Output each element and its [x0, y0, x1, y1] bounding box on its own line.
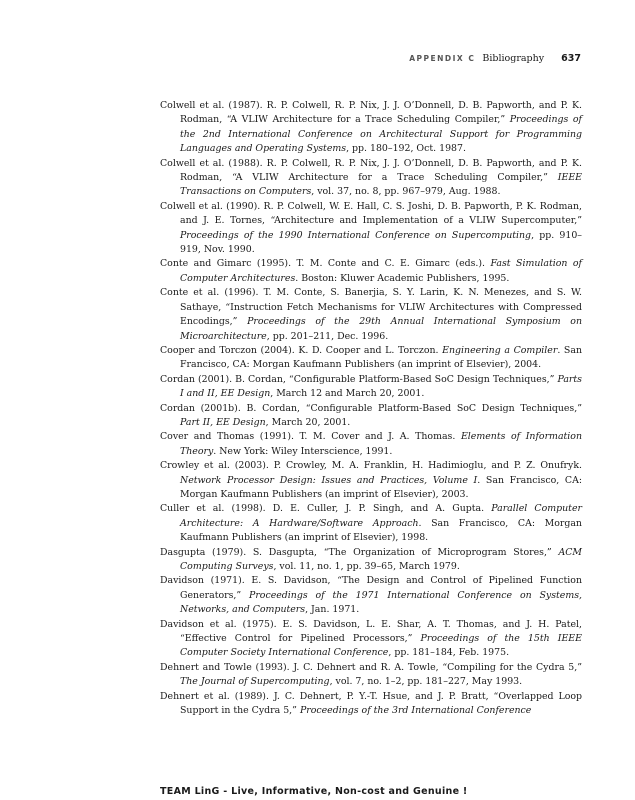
reference-lead: Crowley et al. (2003). P. Crowley, M. A. Franklin, H. Hadimioglu, and P. Z. Onufryk. [160, 460, 582, 472]
reference-venue: Parts I and II, EE Design [180, 373, 582, 400]
reference-entry [160, 344, 582, 373]
reference-lead: Colwell et al. (1987). R. P. Colwell, R. P. Nix, J. J. O’Donnell, D. B. Papworth, and P. K. Rodman, “A VLIW Architecture for a Trace Scheduling Compiler,” [160, 100, 582, 126]
reference-venue: Engineering a Compiler [442, 344, 558, 356]
page-number: 637 [561, 53, 581, 64]
appendix-label: APPENDIX C [409, 54, 476, 63]
reference-entry [160, 99, 582, 157]
reference-list [160, 99, 582, 718]
reference-lead: Colwell et al. (1988). R. P. Colwell, R. P. Nix, J. J. O’Donnell, D. B. Papworth, and P. K. Rodman, “A VLIW Architecture for a Trace Scheduling Compiler,” [160, 157, 582, 184]
reference-tail: , vol. 37, no. 8, pp. 967–979, Aug. 1988. [311, 186, 501, 198]
reference-tail: , March 20, 2001. [265, 416, 351, 428]
reference-lead: Conte et al. (1996). T. M. Conte, S. Banerjia, S. Y. Larin, K. N. Menezes, and S. W. Sathaye, “Instruction Fetch Mechanisms for VLIW Architectures with Compressed Encodings,” [160, 287, 582, 328]
reference-tail: . San Francisco, CA: Morgan Kaufmann Publishers (an imprint of Elsevier), 2003. [180, 474, 582, 500]
reference-entry [160, 430, 582, 459]
reference-tail: . Boston: Kluwer Academic Publishers, 1995. [295, 272, 510, 284]
reference-tail: , pp. 910–919, Nov. 1990. [180, 229, 582, 256]
reference-tail: , pp. 181–184, Feb. 1975. [388, 647, 510, 659]
reference-venue: IEEE Transactions on Computers [180, 172, 582, 198]
reference-entry [160, 546, 582, 575]
reference-entry [160, 200, 582, 258]
reference-tail: . San Francisco, CA: Morgan Kaufmann Publishers (an imprint of Elsevier), 2004. [180, 344, 582, 371]
reference-entry [160, 459, 582, 502]
reference-lead: Davidson (1971). E. S. Davidson, “The Design and Control of Pipelined Function Generators,” [160, 575, 582, 601]
reference-venue: Proceedings of the 1971 International Conference on Systems, Networks, and Computers [180, 589, 582, 616]
reference-entry [160, 618, 582, 661]
reference-entry [160, 661, 582, 690]
reference-lead: Cooper and Torczon (2004). K. D. Cooper and L. Torczon. [160, 344, 443, 356]
reference-entry [160, 690, 582, 719]
reference-venue: Proceedings of the 2nd International Conference on Architectural Support for Programming Languages and Operating Systems [180, 114, 582, 155]
reference-venue: Proceedings of the 15th IEEE Computer Society International Conference [180, 633, 582, 659]
reference-venue: Elements of Information Theory [180, 431, 582, 457]
reference-lead: Colwell et al. (1990). R. P. Colwell, W. E. Hall, C. S. Joshi, D. B. Papworth, P. K. Rodman, and J. E. Tornes, “Architecture and Implementation of a VLIW Supercomputer,” [160, 200, 582, 227]
reference-tail: , Jan. 1971. [305, 604, 360, 616]
reference-tail: , vol. 7, no. 1–2, pp. 181–227, May 1993. [329, 676, 523, 688]
reference-lead: Cordan (2001). B. Cordan, “Configurable Platform-Based SoC Design Techniques,” [160, 373, 558, 385]
reference-entry [160, 502, 582, 545]
reference-entry [160, 257, 582, 286]
reference-venue: Network Processor Design: Issues and Practices, Volume I [180, 474, 478, 486]
reference-entry [160, 574, 582, 617]
reference-venue: Parallel Computer Architecture: A Hardware/Software Approach [180, 503, 582, 529]
watermark-footer: TEAM LinG - Live, Informative, Non-cost and Genuine ! [160, 786, 468, 797]
reference-lead: Culler et al. (1998). D. E. Culler, J. P. Singh, and A. Gupta. [160, 503, 492, 515]
reference-entry [160, 373, 582, 402]
reference-entry [160, 402, 582, 431]
reference-lead: Cover and Thomas (1991). T. M. Cover and J. A. Thomas. [160, 431, 461, 443]
reference-venue: The Journal of Supercomputing [180, 676, 330, 688]
reference-tail: , pp. 180–192, Oct. 1987. [346, 143, 466, 155]
reference-tail: . New York: Wiley Interscience, 1991. [213, 445, 393, 457]
reference-tail: , pp. 201–211, Dec. 1996. [266, 330, 389, 342]
section-title: Bibliography [482, 53, 545, 64]
reference-venue: Part II, EE Design [180, 416, 266, 428]
reference-lead: Conte and Gimarc (1995). T. M. Conte and C. E. Gimarc (eds.). [160, 258, 491, 270]
reference-tail: . San Francisco, CA: Morgan Kaufmann Publishers (an imprint of Elsevier), 1998. [180, 517, 582, 544]
reference-tail: , March 12 and March 20, 2001. [270, 388, 425, 400]
reference-entry [160, 157, 582, 200]
reference-venue: Proceedings of the 29th Annual International Symposium on Microarchitecture [180, 316, 582, 342]
reference-venue: Proceedings of the 3rd International Conference [299, 705, 532, 717]
reference-lead: Dehnert and Towle (1993). J. C. Dehnert and R. A. Towle, “Compiling for the Cydra 5,” [160, 661, 582, 673]
running-head [0, 53, 581, 64]
reference-lead: Dehnert et al. (1989). J. C. Dehnert, P. Y.-T. Hsue, and J. P. Bratt, “Overlapped Loop Support in the Cydra 5,” [160, 690, 582, 717]
reference-lead: Dasgupta (1979). S. Dasgupta, “The Organization of Microprogram Stores,” [160, 546, 559, 558]
reference-venue: ACM Computing Surveys [180, 546, 582, 572]
reference-lead: Cordan (2001b). B. Cordan, “Configurable Platform-Based SoC Design Techniques,” [160, 402, 582, 414]
reference-tail: , vol. 11, no. 1, pp. 39–65, March 1979. [273, 561, 460, 572]
reference-venue: Fast Simulation of Computer Architectures [180, 258, 582, 284]
reference-venue: Proceedings of the 1990 International Conference on Supercomputing [180, 229, 532, 241]
reference-lead: Davidson et al. (1975). E. S. Davidson, L. E. Shar, A. T. Thomas, and J. H. Patel, “Effective Control for Pipelined Processors,” [160, 618, 582, 645]
reference-entry [160, 286, 582, 344]
